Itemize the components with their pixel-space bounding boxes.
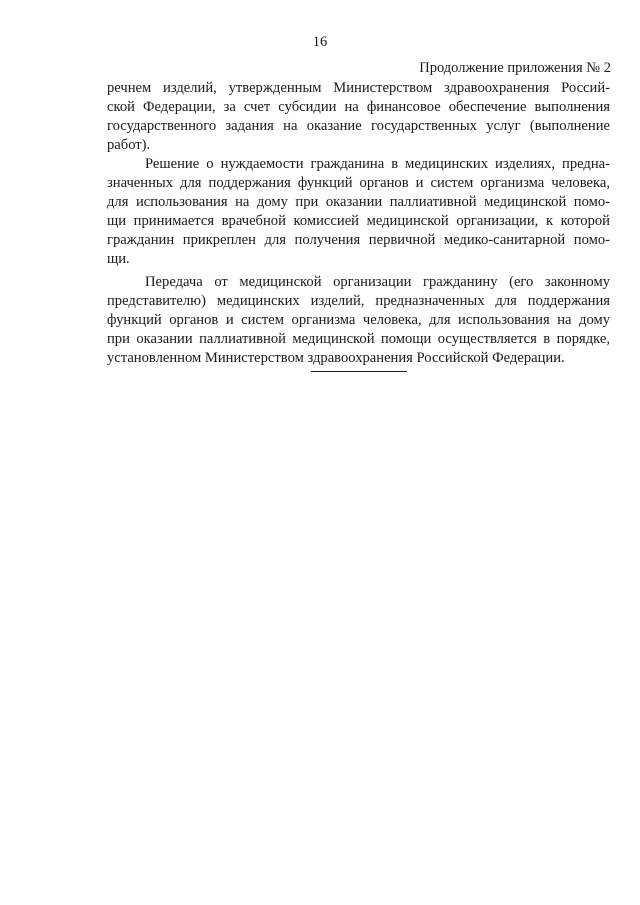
paragraph-line: функций органов и систем организма человека, для использования на дому [107,312,610,328]
paragraph-line: установленном Министерством здравоохранения Российской Федерации. [107,350,565,366]
paragraph-1 [107,79,610,155]
paragraph-line: речнем изделий, утвержденным Министерством здравоохранения Россий- [107,80,610,96]
paragraph-line: ской Федерации, за счет субсидии на финансовое обеспечение выполнения [107,99,610,115]
paragraph-line: при оказании паллиативной медицинской помощи осуществляется в порядке, [107,331,610,347]
paragraph-3 [107,273,610,368]
paragraph-2 [107,155,610,269]
paragraph-line: государственного задания на оказание государственных услуг (выполнение [107,118,610,134]
paragraph-line: щи принимается врачебной комиссией медицинской организации, к которой [107,213,610,229]
paragraph-line: Передача от медицинской организации гражданину (его законному [145,274,610,290]
paragraph-line: представителю) медицинских изделий, предназначенных для поддержания [107,293,610,309]
paragraph-line: для использования на дому при оказании паллиативной медицинской помо- [107,194,610,210]
document-body [107,79,610,368]
paragraph-line: щи. [107,251,130,267]
document-end-rule [311,371,407,372]
paragraph-line: гражданин прикреплен для получения первичной медико-санитарной помо- [107,232,610,248]
appendix-continuation-note: Продолжение приложения № 2 [419,60,611,76]
paragraph-line: Решение о нуждаемости гражданина в медицинских изделиях, предна- [145,156,610,172]
paragraph-line: значенных для поддержания функций органов и систем организма человека, [107,175,610,191]
paragraph-line: работ). [107,137,151,153]
page-number: 16 [312,34,328,50]
